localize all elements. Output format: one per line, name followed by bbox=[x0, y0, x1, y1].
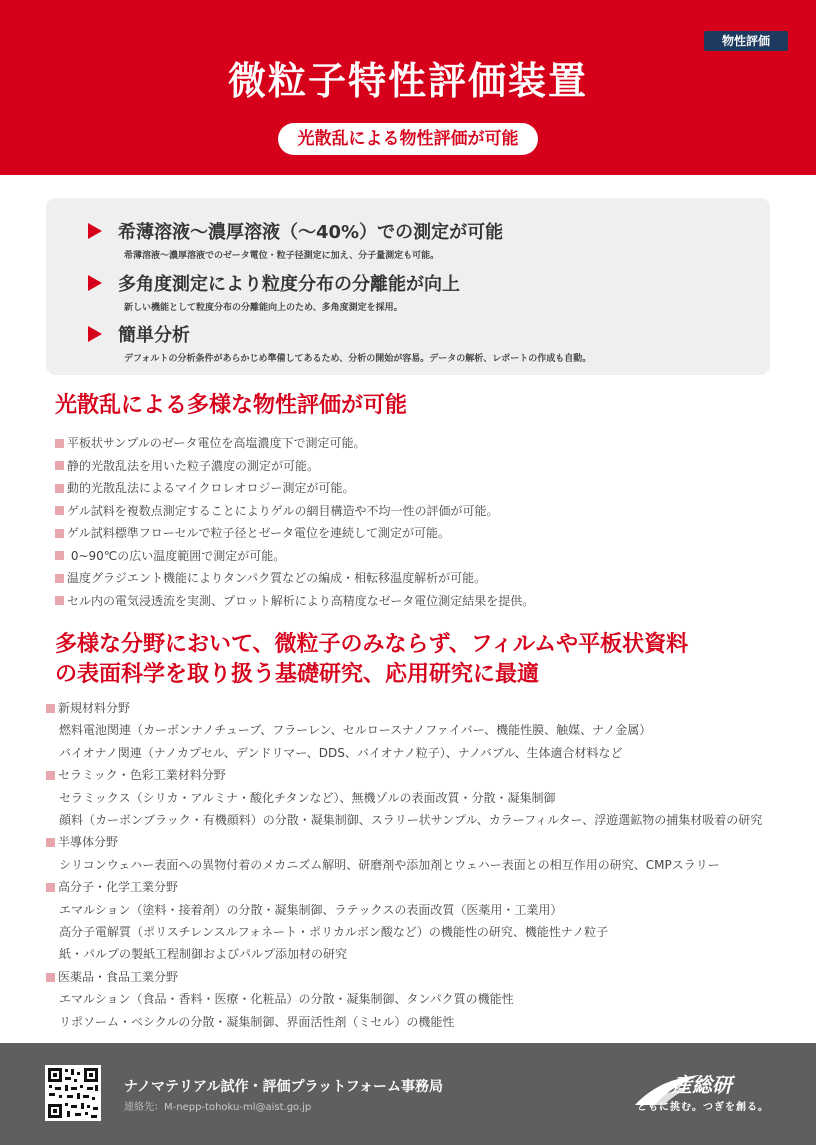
list-item: 静的光散乱法を用いた粒子濃度の測定が可能。 bbox=[55, 455, 534, 478]
square-bullet-icon bbox=[46, 704, 55, 713]
field-category: 医薬品・食品工業分野 bbox=[46, 966, 762, 988]
feature-item bbox=[88, 321, 591, 364]
section1-heading: 光散乱による多様な物性評価が可能 bbox=[55, 393, 408, 418]
features-box bbox=[46, 198, 770, 375]
square-bullet-icon bbox=[55, 529, 64, 538]
field-category: 高分子・化学工業分野 bbox=[46, 876, 762, 898]
field-category: セラミック・色彩工業材料分野 bbox=[46, 764, 762, 786]
subtitle-pill: 光散乱による物性評価が可能 bbox=[278, 123, 538, 155]
square-bullet-icon bbox=[46, 883, 55, 892]
field-category: 半導体分野 bbox=[46, 831, 762, 853]
feature-desc: デフォルトの分析条件があらかじめ準備してあるため、分析の開始が容易。データの解析、レポートの作成も自動。 bbox=[124, 354, 592, 364]
qr-code-icon bbox=[45, 1065, 101, 1121]
category-tag: 物性評価 bbox=[704, 31, 788, 51]
list-item: 0~90℃の広い温度範囲で測定が可能。 bbox=[55, 545, 534, 568]
feature-title: 多角度測定により粒度分布の分離能が向上 bbox=[118, 274, 460, 295]
header-banner bbox=[0, 0, 816, 175]
feature-desc: 新しい機能として粒度分布の分離能向上のため、多角度測定を採用。 bbox=[124, 303, 403, 313]
field-item: エマルション（塗料・接着剤）の分散・凝集制御、ラテックスの表面改質（医薬用・工業用） bbox=[59, 902, 563, 917]
square-bullet-icon bbox=[55, 439, 64, 448]
triangle-bullet-icon bbox=[88, 275, 102, 291]
feature-item bbox=[88, 270, 460, 313]
field-item: リポソーム・ベシクルの分散・凝集制御、界面活性剤（ミセル）の機能性 bbox=[59, 1014, 455, 1029]
field-item: バイオナノ関連（ナノカプセル、デンドリマー、DDS、バイオナノ粒子）、ナノバブル、生体適合材料など bbox=[59, 745, 623, 760]
field-item: 紙・パルプの製紙工程制御およびパルプ添加材の研究 bbox=[59, 947, 348, 962]
square-bullet-icon bbox=[55, 596, 64, 605]
triangle-bullet-icon bbox=[88, 326, 102, 342]
square-bullet-icon bbox=[46, 838, 55, 847]
field-item: 顔料（カーボンブラック・有機顔料）の分散・凝集制御、スラリー状サンプル、カラーフィルター、浮遊選鉱物の捕集材吸着の研究 bbox=[59, 813, 763, 828]
section2-heading-line1: 多様な分野において、微粒子のみならず、フィルムや平板状資料 bbox=[55, 632, 689, 657]
field-category: 新規材料分野 bbox=[46, 697, 762, 719]
section1-list bbox=[55, 432, 534, 612]
footer bbox=[0, 1043, 816, 1145]
logo-text: 産総研 bbox=[672, 1073, 732, 1097]
feature-title: 希薄溶液～濃厚溶液（～40%）での測定が可能 bbox=[118, 222, 504, 243]
square-bullet-icon bbox=[55, 461, 64, 470]
section2-heading bbox=[55, 630, 688, 690]
field-item: セラミックス（シリカ・アルミナ・酸化チタンなど）、無機ゾルの表面改質・分散・凝集制御 bbox=[59, 790, 556, 805]
square-bullet-icon bbox=[55, 551, 64, 560]
fields-list bbox=[46, 697, 762, 1033]
square-bullet-icon bbox=[55, 574, 64, 583]
field-item: エマルション（食品・香料・医療・化粧品）の分散・凝集制御、タンパク質の機能性 bbox=[59, 992, 514, 1007]
list-item: ゲル試料を複数点測定することによりゲルの網目構造や不均一性の評価が可能。 bbox=[55, 500, 534, 523]
list-item: セル内の電気浸透流を実測、プロット解析により高精度なゼータ電位測定結果を提供。 bbox=[55, 590, 534, 613]
field-item: シリコンウェハー表面への異物付着のメカニズム解明、研磨剤や添加剤とウェハー表面との相互作用の研究、CMPスラリー bbox=[59, 857, 720, 872]
list-item: ゲル試料標準フローセルで粒子径とゼータ電位を連続して測定が可能。 bbox=[55, 522, 534, 545]
logo-tagline: ともに挑む。つぎを創る。 bbox=[637, 1102, 769, 1113]
feature-item bbox=[88, 218, 503, 261]
field-item: 燃料電池関連（カーボンナノチューブ、フラーレン、セルロースナノファイバー、機能性膜、触媒、ナノ金属） bbox=[59, 723, 652, 738]
field-item: 高分子電解質（ポリスチレンスルフォネート・ポリカルボン酸など）の機能性の研究、機能性ナノ粒子 bbox=[59, 925, 609, 940]
square-bullet-icon bbox=[46, 973, 55, 982]
square-bullet-icon bbox=[46, 771, 55, 780]
square-bullet-icon bbox=[55, 506, 64, 515]
section2-heading-line2: の表面科学を取り扱う基礎研究、応用研究に最適 bbox=[55, 662, 540, 687]
footer-org-name: ナノマテリアル試作・評価プラットフォーム事務局 bbox=[124, 1079, 444, 1095]
feature-title: 簡単分析 bbox=[118, 325, 190, 346]
footer-contact: 連絡先：M-nepp-tohoku-ml@aist.go.jp bbox=[124, 1102, 312, 1113]
triangle-bullet-icon bbox=[88, 223, 102, 239]
list-item: 温度グラジエント機能によりタンパク質などの編成・相転移温度解析が可能。 bbox=[55, 567, 534, 590]
page-title: 微粒子特性評価装置 bbox=[227, 59, 588, 103]
feature-desc: 希薄溶液～濃厚溶液でのゼータ電位・粒子径測定に加え、分子量測定も可能。 bbox=[124, 251, 440, 261]
list-item: 動的光散乱法によるマイクロレオロジー測定が可能。 bbox=[55, 477, 534, 500]
list-item: 平板状サンプルのゼータ電位を高塩濃度下で測定可能。 bbox=[55, 432, 534, 455]
square-bullet-icon bbox=[55, 484, 64, 493]
